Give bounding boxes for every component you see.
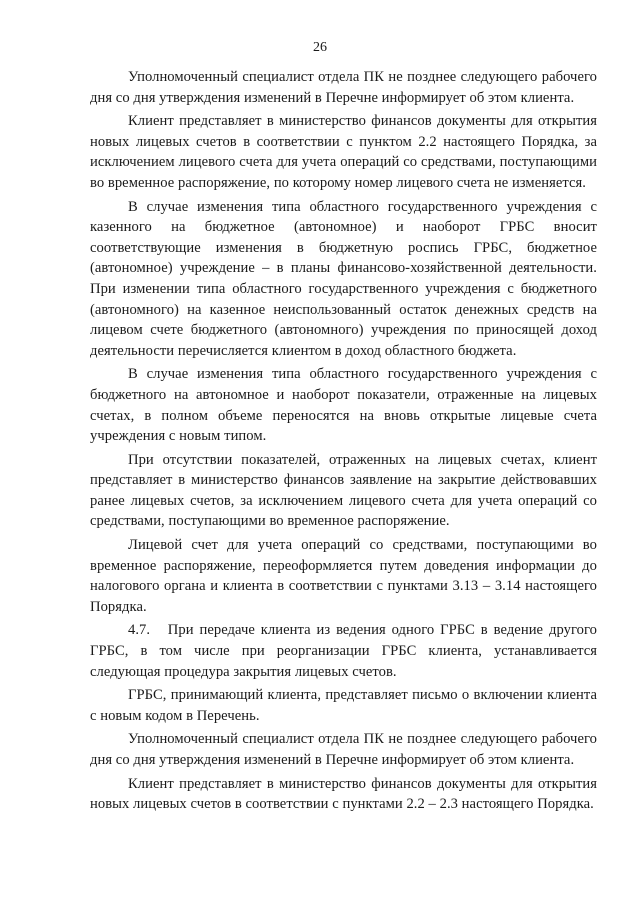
paragraph-client-documents: Клиент представляет в министерство финансов документы для открытия новых лицевых счетов в соответствии с пунктом 2.2 настоящего Порядка, за исключением лицевого счета для учета операций со средствами, поступающими во временное распоряжение, по которому номер лицевого счета не изменяется. bbox=[90, 113, 597, 191]
page-number: 26 bbox=[313, 40, 327, 55]
paragraph-no-indicators: При отсутствии показателей, отраженных на лицевых счетах, клиент представляет в министерство финансов заявление на закрытие действовавших ранее лицевых счетов, за исключением лицевого счета для учета операций со средствами, поступающими во временное распоряжение. bbox=[90, 451, 597, 530]
paragraph-type-change-budget-autonomous: В случае изменения типа областного государственного учреждения с бюджетного на автономное и наоборот показатели, отраженные на лицевых счетах, в полном объеме переносятся на вновь открытые лицевые счета учреждения с новым типом. bbox=[90, 366, 597, 445]
document-body bbox=[90, 67, 597, 818]
paragraph-grbs-letter: ГРБС, принимающий клиента, представляет письмо о включении клиента с новым кодом в Перечень. bbox=[90, 687, 597, 724]
paragraph-notify-client: Уполномоченный специалист отдела ПК не позднее следующего рабочего дня со дня утверждения изменений в Перечне информирует об этом клиента. bbox=[90, 69, 597, 106]
paragraph-temporary-account: Лицевой счет для учета операций со средствами, поступающими во временное распоряжение, переоформляется путем доведения информации до налогового органа и клиента в соответствии с пунктами 3.13 – 3.14 настоящего Порядка. bbox=[90, 537, 597, 615]
paragraph-section-4-7: 4.7. При передаче клиента из ведения одного ГРБС в ведение другого ГРБС, в том числе при реорганизации ГРБС клиента, устанавливается следующая процедура закрытия лицевых счетов. bbox=[90, 622, 597, 680]
paragraph-client-documents-2: Клиент представляет в министерство финансов документы для открытия новых лицевых счетов в соответствии с пунктами 2.2 – 2.3 настоящего Порядка. bbox=[90, 775, 597, 813]
paragraph-type-change-kazennoe: В случае изменения типа областного государственного учреждения с казенного на бюджетное (автономное) и наоборот ГРБС вносит соответствующие изменения в бюджетную роспись ГРБС, бюджетное (автономное) учреждение – в планы финансово-хозяйственной деятельности. При изменении типа областного государственного учреждения с бюджетного (автономного) на казенное неиспользованный остаток денежных средств на лицевом счете бюджетного (автономного) учреждения по приносящей доход деятельности перечисляется клиентом в доход областного бюджета. bbox=[90, 198, 597, 359]
paragraph-notify-client-2: Уполномоченный специалист отдела ПК не позднее следующего рабочего дня со дня утверждения изменений в Перечне информирует об этом клиента. bbox=[90, 731, 597, 768]
